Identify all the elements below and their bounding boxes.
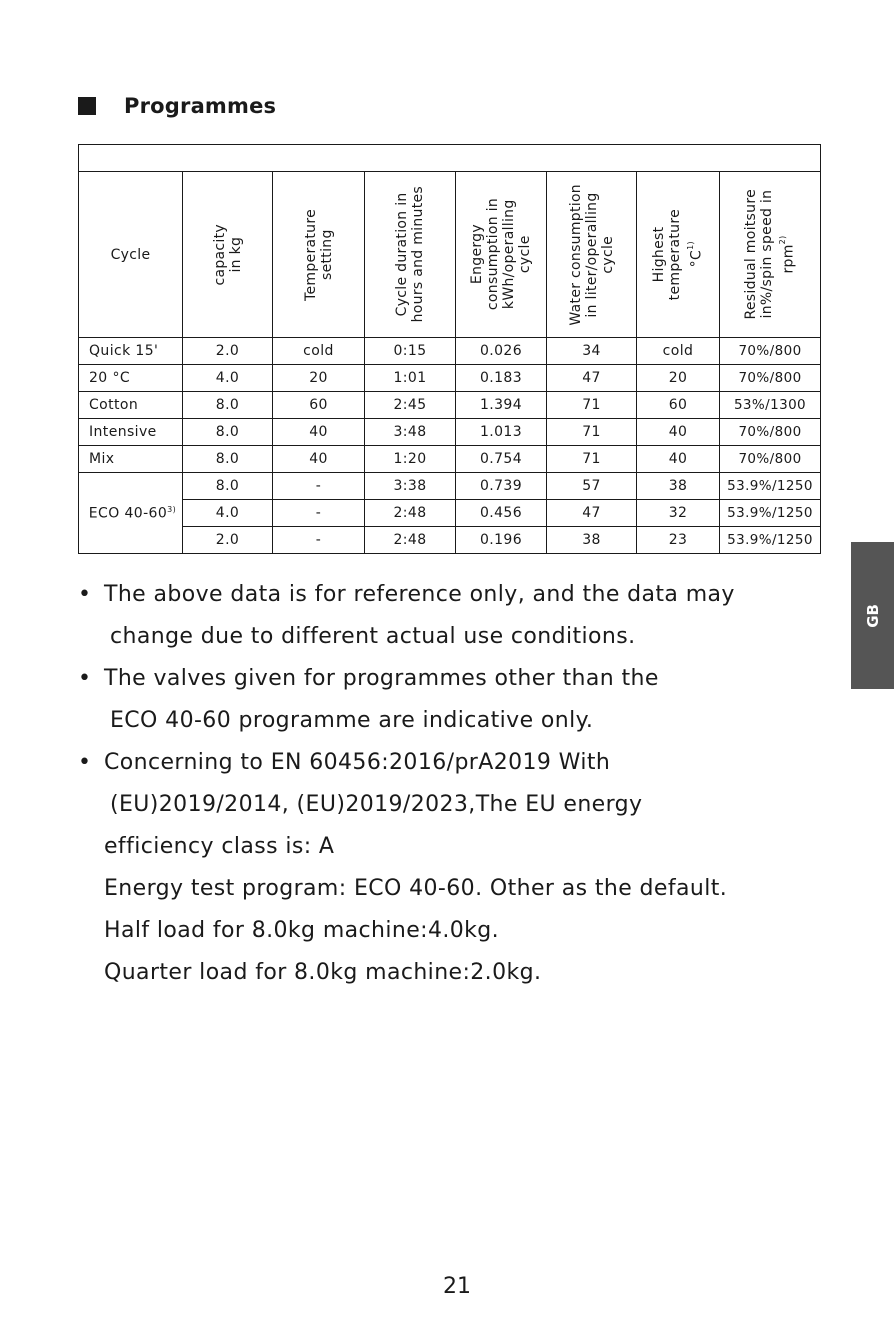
table-row (79, 419, 821, 446)
cell-highest: 20 (637, 365, 720, 392)
note-line: (EU)2019/2014, (EU)2019/2023,The EU energy (110, 792, 643, 817)
page-number: 21 (443, 1274, 471, 1299)
cell-highest: 40 (637, 446, 720, 473)
table-row-eco (79, 500, 821, 527)
note-line: Half load for 8.0kg machine:4.0kg. (104, 918, 500, 943)
cell-capacity: 2.0 (183, 527, 273, 554)
cell-cycle-eco: ECO 40-60$^{3)}$ (79, 473, 183, 554)
cell-duration: 0:15 (365, 338, 456, 365)
cell-temperature: cold (273, 338, 365, 365)
cell-duration: 2:45 (365, 392, 456, 419)
table-row (79, 446, 821, 473)
cell-capacity: 8.0 (183, 419, 273, 446)
programmes-table (78, 144, 821, 554)
header-residual-moisture: Residual moitsure in%/spin speed in rpm$^{2)}$ (720, 172, 821, 338)
cell-energy: 0.754 (456, 446, 547, 473)
cell-temperature: - (273, 473, 365, 500)
cell-temperature: 20 (273, 365, 365, 392)
cell-highest: 32 (637, 500, 720, 527)
cell-energy: 0.739 (456, 473, 547, 500)
bullet: • (78, 750, 92, 775)
section-heading (78, 94, 276, 118)
cell-temperature: 40 (273, 419, 365, 446)
cell-highest: 23 (637, 527, 720, 554)
cell-temperature: 40 (273, 446, 365, 473)
header-highest-temperature: Highest temperature $^\circ C^{1)}$ (637, 172, 720, 338)
cell-temperature: - (273, 500, 365, 527)
cell-capacity: 8.0 (183, 473, 273, 500)
note-item (78, 574, 778, 658)
page-title: Programmes (124, 94, 277, 118)
cell-water: 71 (547, 392, 637, 419)
cell-highest: 40 (637, 419, 720, 446)
cell-duration: 2:48 (365, 527, 456, 554)
cell-cycle: Mix (79, 446, 183, 473)
cell-cycle: Cotton (79, 392, 183, 419)
cell-capacity: 2.0 (183, 338, 273, 365)
heading-square-marker (78, 97, 96, 115)
table-header-row (79, 172, 821, 338)
note-line: The above data is for reference only, and the data may (104, 582, 735, 607)
cell-energy: 0.196 (456, 527, 547, 554)
notes-list (78, 574, 778, 994)
cell-water: 47 (547, 500, 637, 527)
cell-cycle: Intensive (79, 419, 183, 446)
cell-energy: 0.456 (456, 500, 547, 527)
language-side-tab (851, 542, 894, 689)
cell-capacity: 4.0 (183, 500, 273, 527)
note-item (78, 742, 778, 994)
cell-duration: 2:48 (365, 500, 456, 527)
header-energy: Engergy consumption in kWh/operalling cycle (456, 172, 547, 338)
cell-residual: 53.9%/1250 (720, 527, 821, 554)
cell-highest: cold (637, 338, 720, 365)
note-item (78, 658, 778, 742)
cell-residual: 53%/1300 (720, 392, 821, 419)
header-duration: Cycle duration in hours and minutes (365, 172, 456, 338)
cell-temperature: - (273, 527, 365, 554)
table-row (79, 365, 821, 392)
cell-energy: 0.183 (456, 365, 547, 392)
table-row-eco (79, 473, 821, 500)
note-line: Concerning to EN 60456:2016/prA2019 With (104, 750, 611, 775)
cell-duration: 3:38 (365, 473, 456, 500)
table-blank-row (79, 145, 821, 172)
table-row-eco (79, 527, 821, 554)
note-line: The valves given for programmes other than the (104, 666, 659, 691)
cell-duration: 1:20 (365, 446, 456, 473)
cell-residual: 70%/800 (720, 338, 821, 365)
cell-energy: 1.394 (456, 392, 547, 419)
cell-duration: 1:01 (365, 365, 456, 392)
cell-capacity: 4.0 (183, 365, 273, 392)
note-line: Quarter load for 8.0kg machine:2.0kg. (104, 960, 542, 985)
cell-water: 71 (547, 446, 637, 473)
header-temperature: Temperature setting (273, 172, 365, 338)
cell-highest: 60 (637, 392, 720, 419)
table-row (79, 392, 821, 419)
cell-cycle: Quick 15' (79, 338, 183, 365)
cell-residual: 53.9%/1250 (720, 500, 821, 527)
note-line: ECO 40-60 programme are indicative only. (110, 708, 594, 733)
bullet: • (78, 666, 92, 691)
note-line: change due to different actual use conditions. (110, 624, 636, 649)
cell-residual: 70%/800 (720, 446, 821, 473)
cell-capacity: 8.0 (183, 392, 273, 419)
bullet: • (78, 582, 92, 607)
cell-water: 57 (547, 473, 637, 500)
cell-capacity: 8.0 (183, 446, 273, 473)
cell-highest: 38 (637, 473, 720, 500)
cell-residual: 53.9%/1250 (720, 473, 821, 500)
cell-water: 47 (547, 365, 637, 392)
cell-water: 38 (547, 527, 637, 554)
header-water: Water consumption in liter/operalling cycle (547, 172, 637, 338)
note-line: Energy test program: ECO 40-60. Other as the default. (104, 876, 728, 901)
cell-duration: 3:48 (365, 419, 456, 446)
cell-energy: 0.026 (456, 338, 547, 365)
language-tab-label: GB (863, 603, 882, 628)
cell-energy: 1.013 (456, 419, 547, 446)
table-row (79, 338, 821, 365)
header-capacity: capacity in kg (183, 172, 273, 338)
cell-water: 71 (547, 419, 637, 446)
cell-residual: 70%/800 (720, 365, 821, 392)
cell-residual: 70%/800 (720, 419, 821, 446)
cell-temperature: 60 (273, 392, 365, 419)
note-line: efficiency class is: A (104, 834, 335, 859)
cell-water: 34 (547, 338, 637, 365)
cell-cycle: 20 °C (79, 365, 183, 392)
header-cycle: Cycle (79, 172, 183, 338)
